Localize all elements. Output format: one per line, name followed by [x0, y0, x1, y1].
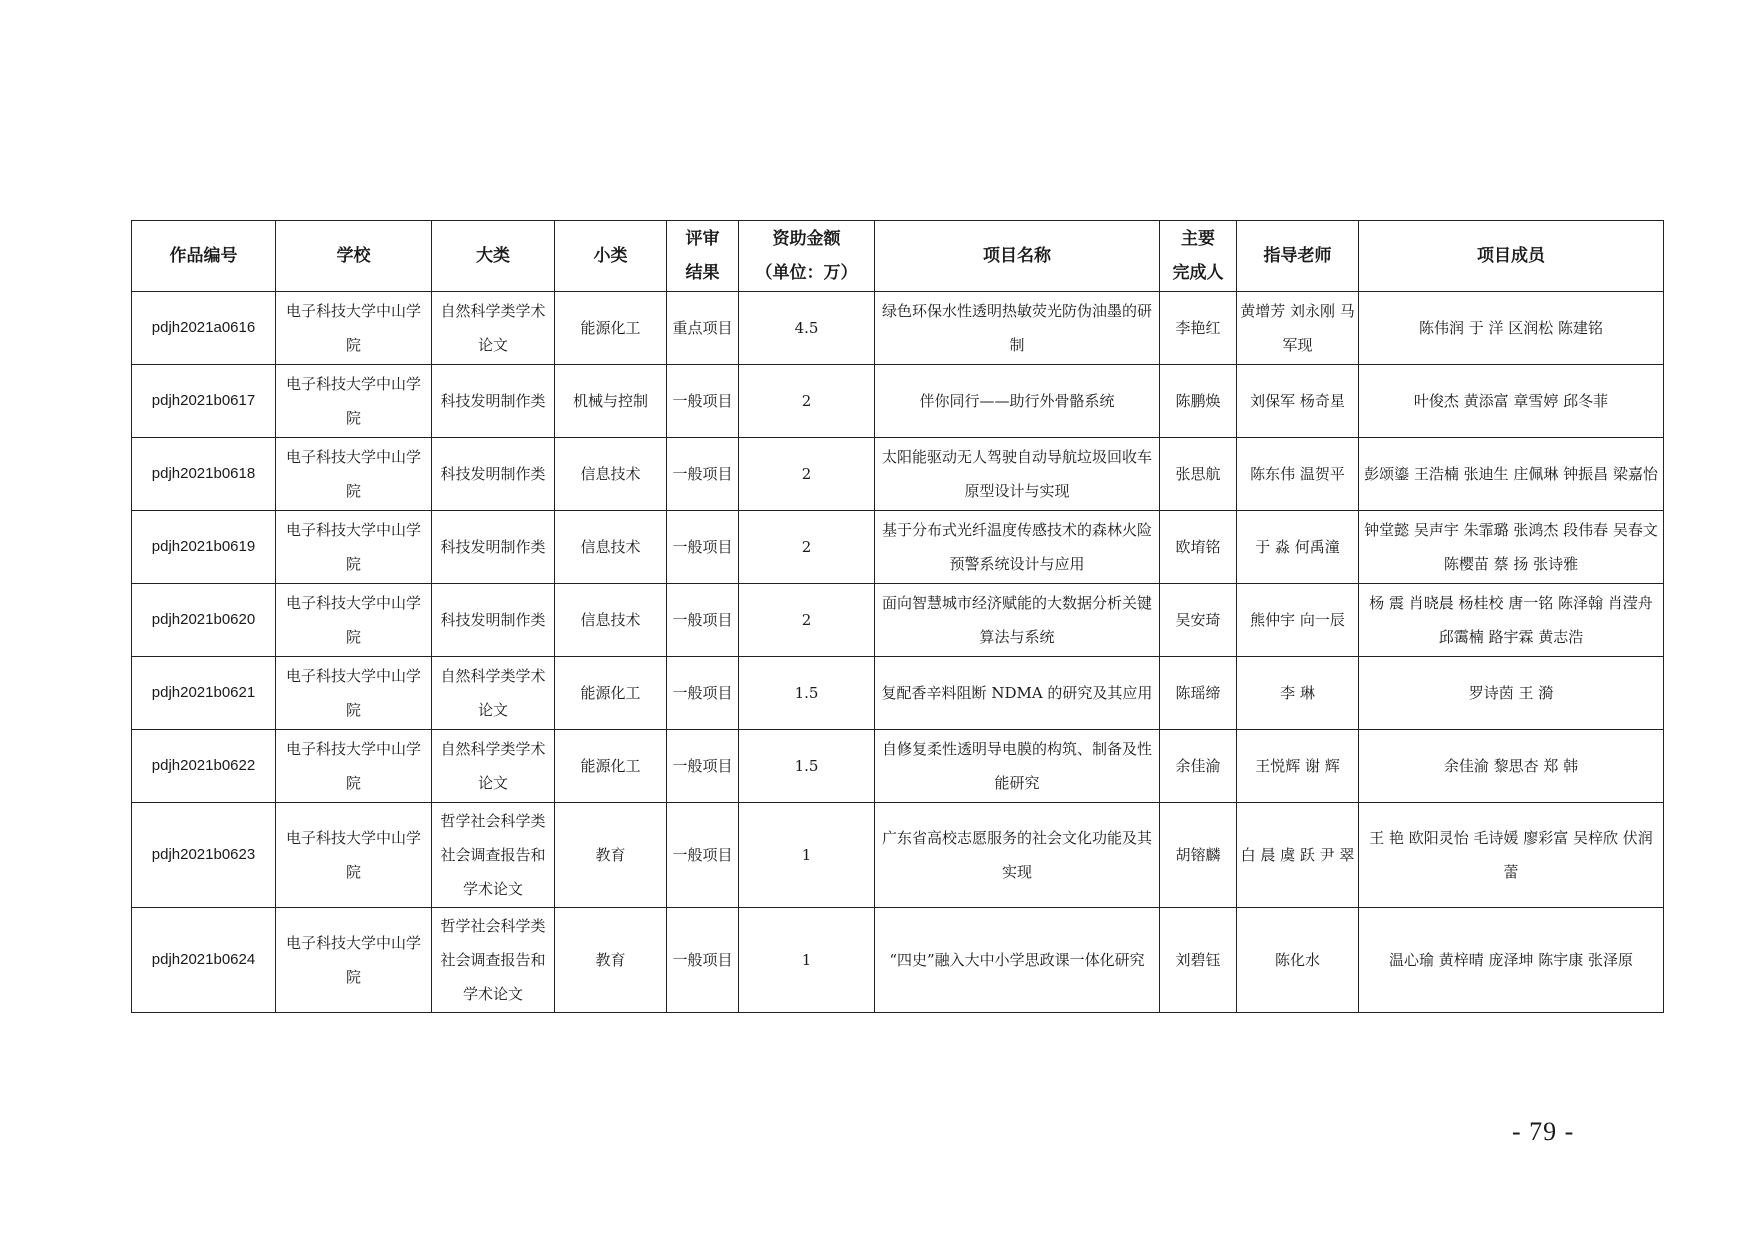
cell-members: 杨 震 肖晓晨 杨桂校 唐一铭 陈泽翰 肖滢舟 邱霭楠 路宇霖 黄志浩 [1359, 584, 1664, 657]
cell-leader: 张思航 [1160, 438, 1237, 511]
cell-category: 科技发明制作类 [432, 584, 555, 657]
cell-funding: 1 [739, 908, 875, 1013]
cell-project: 基于分布式光纤温度传感技术的森林火险预警系统设计与应用 [875, 511, 1160, 584]
cell-project: 伴你同行——助行外骨骼系统 [875, 365, 1160, 438]
header-category: 大类 [432, 221, 555, 292]
cell-result: 一般项目 [667, 657, 739, 730]
cell-members: 罗诗茵 王 漪 [1359, 657, 1664, 730]
cell-advisor: 王悦辉 谢 辉 [1237, 730, 1359, 803]
cell-advisor: 李 琳 [1237, 657, 1359, 730]
cell-funding: 2 [739, 584, 875, 657]
header-code: 作品编号 [132, 221, 276, 292]
cell-result: 一般项目 [667, 365, 739, 438]
cell-members: 陈伟润 于 洋 区润松 陈建铭 [1359, 292, 1664, 365]
cell-school: 电子科技大学中山学院 [276, 584, 432, 657]
cell-members: 钟堂懿 吴声宇 朱霏璐 张鸿杰 段伟春 吴春文 陈樱苗 蔡 扬 张诗雅 [1359, 511, 1664, 584]
cell-project: 自修复柔性透明导电膜的构筑、制备及性能研究 [875, 730, 1160, 803]
cell-code: pdjh2021a0616 [132, 292, 276, 365]
cell-category: 科技发明制作类 [432, 365, 555, 438]
cell-school: 电子科技大学中山学院 [276, 511, 432, 584]
header-row [132, 221, 1664, 292]
cell-advisor: 白 晨 虞 跃 尹 翠 [1237, 803, 1359, 908]
cell-school: 电子科技大学中山学院 [276, 803, 432, 908]
table-row [132, 803, 1664, 908]
cell-leader: 吴安琦 [1160, 584, 1237, 657]
cell-subcategory: 教育 [555, 908, 667, 1013]
cell-result: 一般项目 [667, 730, 739, 803]
cell-advisor: 熊仲宇 向一辰 [1237, 584, 1359, 657]
table-row [132, 584, 1664, 657]
cell-category: 自然科学类学术论文 [432, 730, 555, 803]
cell-members: 彭颂鎏 王浩楠 张迪生 庄佩琳 钟振昌 梁嘉怡 [1359, 438, 1664, 511]
cell-result: 一般项目 [667, 438, 739, 511]
cell-category: 科技发明制作类 [432, 438, 555, 511]
cell-result: 一般项目 [667, 511, 739, 584]
cell-advisor: 刘保军 杨奇星 [1237, 365, 1359, 438]
cell-leader: 胡镕麟 [1160, 803, 1237, 908]
cell-code: pdjh2021b0620 [132, 584, 276, 657]
header-result: 评审 结果 [667, 221, 739, 292]
cell-subcategory: 信息技术 [555, 438, 667, 511]
projects-table [131, 220, 1664, 1013]
cell-category: 哲学社会科学类社会调查报告和学术论文 [432, 908, 555, 1013]
cell-result: 一般项目 [667, 803, 739, 908]
cell-advisor: 陈东伟 温贺平 [1237, 438, 1359, 511]
cell-school: 电子科技大学中山学院 [276, 438, 432, 511]
cell-funding: 1.5 [739, 657, 875, 730]
cell-funding: 4.5 [739, 292, 875, 365]
cell-leader: 陈鹏焕 [1160, 365, 1237, 438]
cell-subcategory: 能源化工 [555, 730, 667, 803]
cell-category: 科技发明制作类 [432, 511, 555, 584]
table-row [132, 908, 1664, 1013]
cell-category: 自然科学类学术论文 [432, 292, 555, 365]
cell-code: pdjh2021b0623 [132, 803, 276, 908]
cell-category: 自然科学类学术论文 [432, 657, 555, 730]
cell-leader: 余佳渝 [1160, 730, 1237, 803]
header-members: 项目成员 [1359, 221, 1664, 292]
cell-funding: 2 [739, 511, 875, 584]
header-project: 项目名称 [875, 221, 1160, 292]
cell-project: 广东省高校志愿服务的社会文化功能及其实现 [875, 803, 1160, 908]
cell-project: “四史”融入大中小学思政课一体化研究 [875, 908, 1160, 1013]
table-row [132, 511, 1664, 584]
table-row [132, 438, 1664, 511]
cell-project: 面向智慧城市经济赋能的大数据分析关键算法与系统 [875, 584, 1160, 657]
cell-code: pdjh2021b0618 [132, 438, 276, 511]
cell-members: 余佳渝 黎思杏 郑 韩 [1359, 730, 1664, 803]
cell-advisor: 黄增芳 刘永刚 马军现 [1237, 292, 1359, 365]
cell-subcategory: 能源化工 [555, 657, 667, 730]
cell-advisor: 陈化水 [1237, 908, 1359, 1013]
cell-funding: 1.5 [739, 730, 875, 803]
cell-subcategory: 信息技术 [555, 584, 667, 657]
cell-leader: 陈瑶缔 [1160, 657, 1237, 730]
header-school: 学校 [276, 221, 432, 292]
cell-leader: 李艳红 [1160, 292, 1237, 365]
cell-code: pdjh2021b0617 [132, 365, 276, 438]
cell-code: pdjh2021b0624 [132, 908, 276, 1013]
cell-leader: 欧堉铭 [1160, 511, 1237, 584]
header-funding: 资助金额 （单位：万） [739, 221, 875, 292]
cell-code: pdjh2021b0622 [132, 730, 276, 803]
cell-school: 电子科技大学中山学院 [276, 292, 432, 365]
cell-funding: 1 [739, 803, 875, 908]
cell-code: pdjh2021b0621 [132, 657, 276, 730]
header-subcategory: 小类 [555, 221, 667, 292]
header-leader: 主要 完成人 [1160, 221, 1237, 292]
cell-members: 王 艳 欧阳灵怡 毛诗媛 廖彩富 吴梓欣 伏润蕾 [1359, 803, 1664, 908]
header-advisor: 指导老师 [1237, 221, 1359, 292]
cell-advisor: 于 淼 何禹潼 [1237, 511, 1359, 584]
cell-subcategory: 信息技术 [555, 511, 667, 584]
cell-result: 一般项目 [667, 584, 739, 657]
cell-result: 一般项目 [667, 908, 739, 1013]
cell-school: 电子科技大学中山学院 [276, 657, 432, 730]
page-number: - 79 - [1512, 1117, 1575, 1146]
table-row [132, 365, 1664, 438]
cell-leader: 刘碧钰 [1160, 908, 1237, 1013]
table-row [132, 657, 1664, 730]
cell-funding: 2 [739, 438, 875, 511]
cell-school: 电子科技大学中山学院 [276, 365, 432, 438]
cell-funding: 2 [739, 365, 875, 438]
cell-school: 电子科技大学中山学院 [276, 908, 432, 1013]
cell-project: 绿色环保水性透明热敏荧光防伪油墨的研制 [875, 292, 1160, 365]
cell-subcategory: 机械与控制 [555, 365, 667, 438]
cell-members: 温心瑜 黄梓晴 庞泽坤 陈宇康 张泽原 [1359, 908, 1664, 1013]
cell-members: 叶俊杰 黄添富 章雪婷 邱冬菲 [1359, 365, 1664, 438]
table-row [132, 292, 1664, 365]
cell-subcategory: 能源化工 [555, 292, 667, 365]
cell-category: 哲学社会科学类社会调查报告和学术论文 [432, 803, 555, 908]
cell-subcategory: 教育 [555, 803, 667, 908]
cell-project: 太阳能驱动无人驾驶自动导航垃圾回收车原型设计与实现 [875, 438, 1160, 511]
cell-code: pdjh2021b0619 [132, 511, 276, 584]
cell-school: 电子科技大学中山学院 [276, 730, 432, 803]
cell-project: 复配香辛料阻断 NDMA 的研究及其应用 [875, 657, 1160, 730]
cell-result: 重点项目 [667, 292, 739, 365]
table-row [132, 730, 1664, 803]
